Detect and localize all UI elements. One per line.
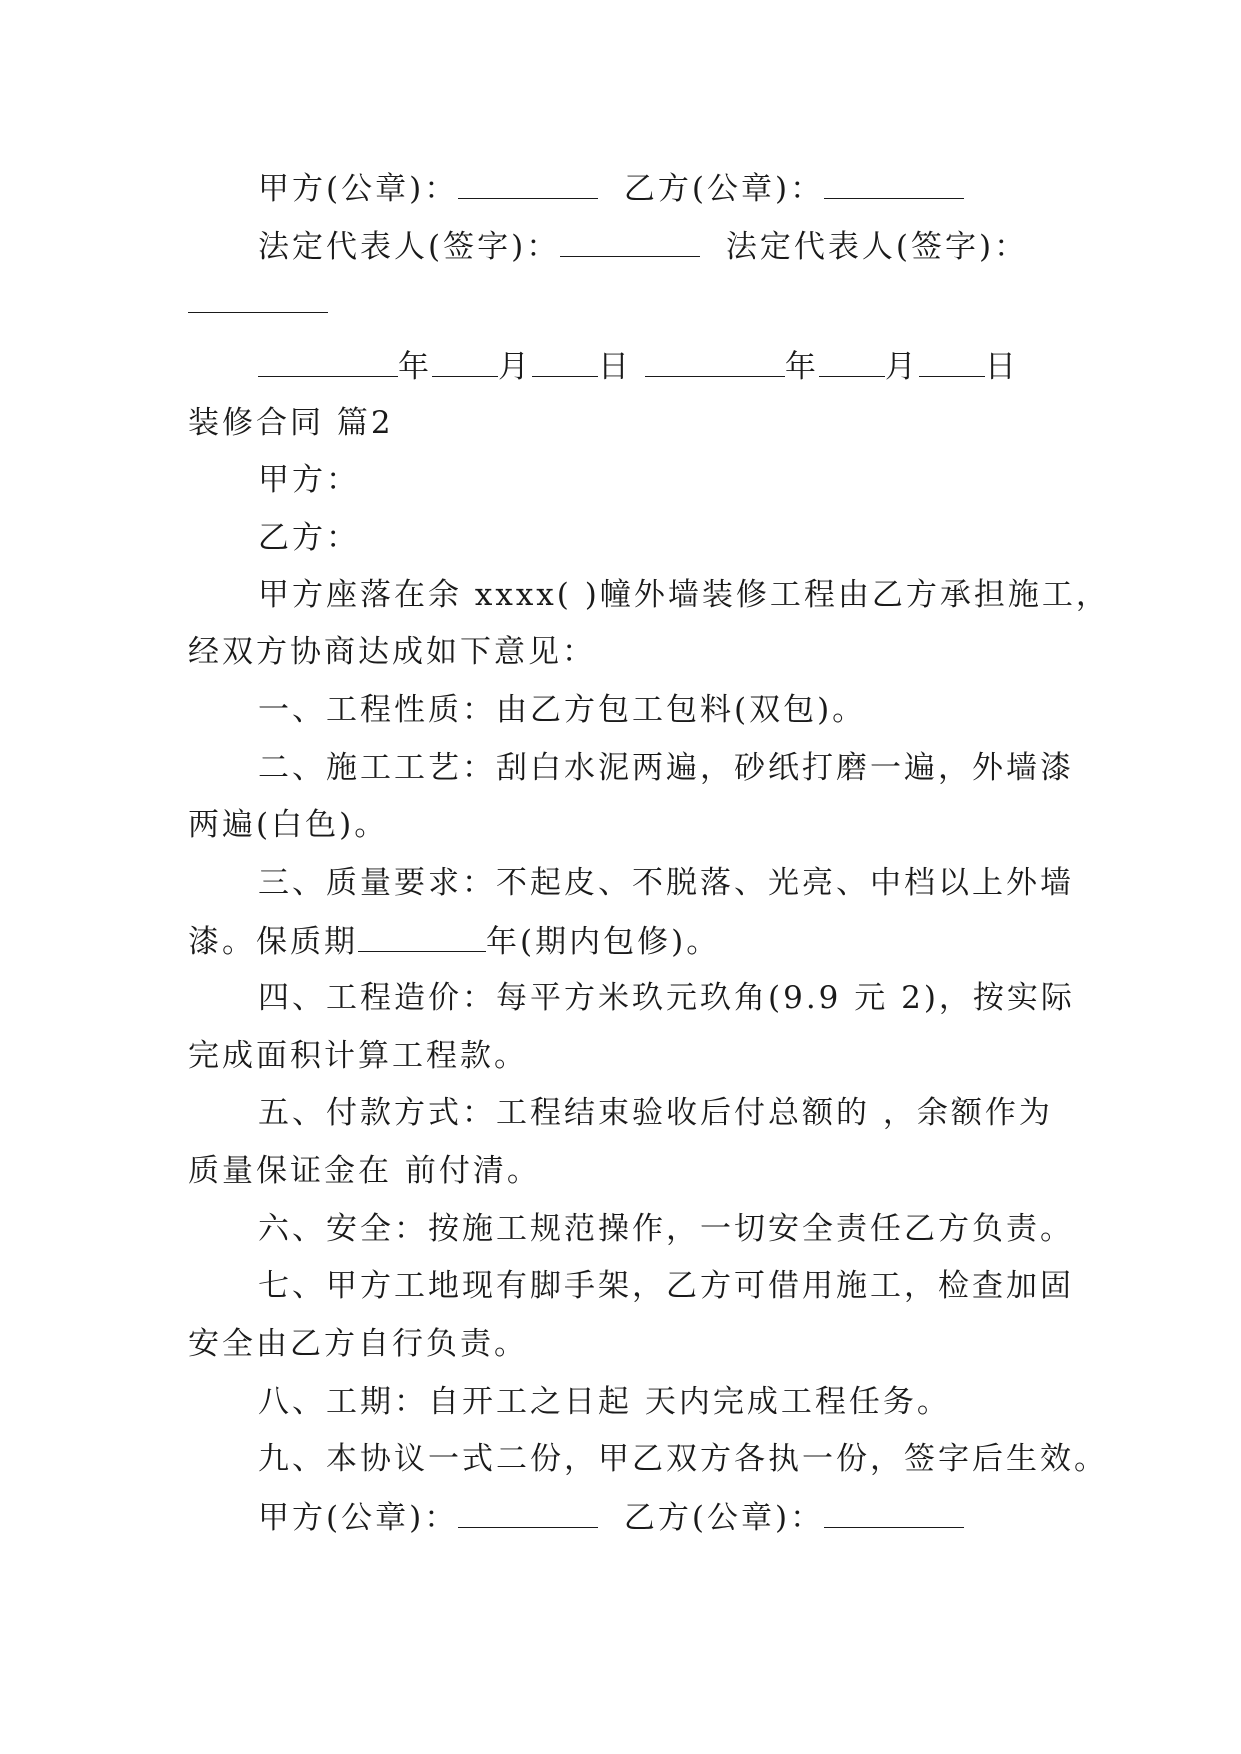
- clause-5-line2: 质量保证金在 前付清。: [188, 1153, 541, 1189]
- clause-7-line2: 安全由乙方自行负责。: [188, 1326, 528, 1362]
- day-label: 日: [598, 349, 632, 385]
- signature-rep-blank-row: [188, 282, 328, 322]
- footer-party-b-seal-label: 乙方(公章)：: [623, 1500, 825, 1536]
- section-title: 装修合同 篇2: [188, 405, 394, 441]
- month-label: 月: [884, 349, 919, 385]
- clause-3-warranty-label: 漆。保质期: [188, 924, 358, 960]
- intro-paragraph-line1: 甲方座落在余 xxxx( )幢外墙装修工程由乙方承担施工，: [258, 577, 1110, 613]
- party-a-seal-blank: [458, 168, 598, 199]
- party-b-rep-label: 法定代表人(签字)：: [725, 229, 1029, 265]
- footer-signature-row: [258, 1497, 964, 1537]
- clause-2-line1: 二、施工工艺：刮白水泥两遍，砂纸打磨一遍，外墙漆: [258, 750, 1074, 786]
- footer-party-b-seal-blank: [824, 1497, 964, 1528]
- month-label: 月: [498, 349, 532, 385]
- signature-rep-row: [258, 226, 1028, 266]
- party-b-seal-blank: [824, 168, 964, 199]
- clause-6: 六、安全：按施工规范操作，一切安全责任乙方负责。: [258, 1211, 1074, 1247]
- clause-3-line1: 三、质量要求：不起皮、不脱落、光亮、中档以上外墙: [258, 865, 1074, 901]
- clause-5-line1: 五、付款方式：工程结束验收后付总额的 ，余额作为: [258, 1095, 1053, 1131]
- party-a-month-blank: [432, 346, 498, 377]
- party-a-rep-blank: [560, 226, 700, 257]
- party-a-seal-label: 甲方(公章)：: [258, 171, 459, 207]
- signature-date-row: [258, 346, 1019, 386]
- clause-9: 九、本协议一式二份，甲乙双方各执一份，签字后生效。: [258, 1441, 1108, 1477]
- party-b-day-blank: [919, 346, 985, 377]
- clause-1: 一、工程性质：由乙方包工包料(双包)。: [258, 692, 867, 728]
- clause-4-line1: 四、工程造价：每平方米玖元玖角(9.9 元 2)，按实际: [258, 980, 1075, 1016]
- clause-8: 八、工期：自开工之日起 天内完成工程任务。: [258, 1384, 951, 1420]
- warranty-years-blank: [358, 921, 486, 952]
- party-b-year-blank: [645, 346, 785, 377]
- party-b-label: 乙方：: [258, 520, 360, 556]
- party-b-month-blank: [819, 346, 885, 377]
- party-a-day-blank: [532, 346, 598, 377]
- signature-seal-row: [258, 168, 964, 208]
- year-label: 年: [784, 349, 819, 385]
- clause-4-line2: 完成面积计算工程款。: [188, 1038, 528, 1074]
- party-a-year-blank: [258, 346, 398, 377]
- intro-paragraph-line2: 经双方协商达成如下意见：: [188, 634, 596, 670]
- party-a-label: 甲方：: [258, 462, 360, 498]
- footer-party-a-seal-blank: [458, 1497, 598, 1528]
- party-b-rep-blank: [188, 282, 328, 313]
- footer-party-a-seal-label: 甲方(公章)：: [258, 1500, 459, 1536]
- party-a-rep-label: 法定代表人(签字)：: [258, 229, 561, 265]
- party-b-seal-label: 乙方(公章)：: [623, 171, 825, 207]
- day-label: 日: [984, 349, 1019, 385]
- clause-3-line2: [188, 921, 720, 961]
- year-label: 年: [398, 349, 432, 385]
- clause-2-line2: 两遍(白色)。: [188, 807, 389, 843]
- clause-7-line1: 七、甲方工地现有脚手架，乙方可借用施工，检查加固: [258, 1268, 1074, 1304]
- clause-3-warranty-suffix: 年(期内包修)。: [486, 924, 721, 960]
